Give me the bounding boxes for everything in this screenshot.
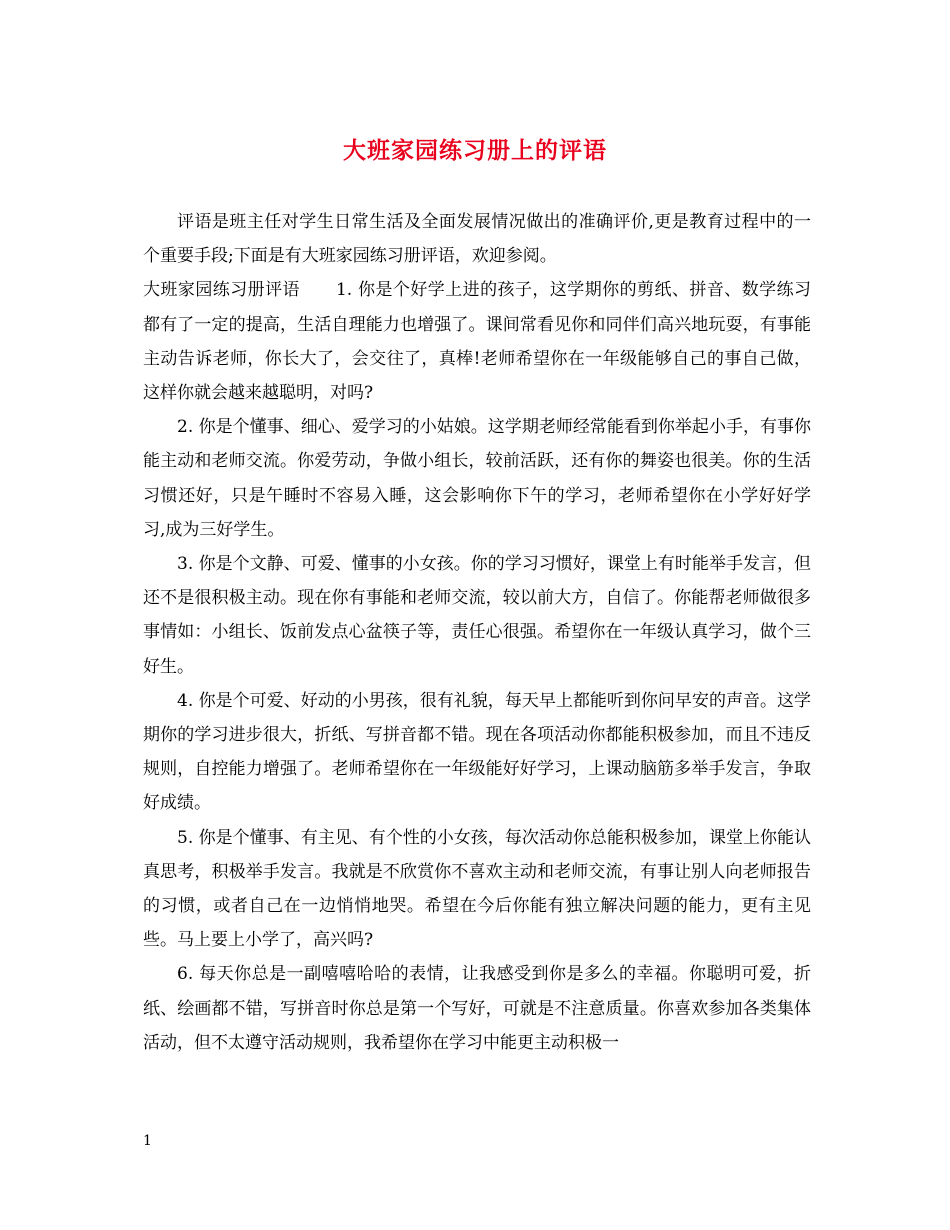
comment-paragraph-6: 6. 每天你总是一副嘻嘻哈哈的表情，让我感受到你是多么的幸福。你聪明可爱，折纸、绘画都不错，写拼音时你总是第一个写好，可就是不注意质量。你喜欢参加各类集体活动，但不太遵守活动规则，我希望你在学习中能更主动积极一 xyxy=(143,964,811,1053)
comment-paragraph-4: 4. 你是个可爱、好动的小男孩，很有礼貌，每天早上都能听到你问早安的声音。这学期你的学习进步很大，折纸、写拼音都不错。现在各项活动你都能积极参加，而且不违反规则，自控能力增强了。老师希望你在一年级能好好学习，上课动脑筋多举手发言，争取好成绩。 xyxy=(143,690,811,814)
comment-paragraph-3: 3. 你是个文静、可爱、懂事的小女孩。你的学习习惯好，课堂上有时能举手发言，但还不是很积极主动。现在你有事能和老师交流，较以前大方，自信了。你能帮老师做很多事情如：小组长、饭前发点心盆筷子等，责任心很强。希望你在一年级认真学习，做个三好生。 xyxy=(143,554,811,677)
intro-paragraph: 评语是班主任对学生日常生活及全面发展情况做出的准确评价,更是教育过程中的一个重要手段;下面是有大班家园练习册评语，欢迎参阅。 xyxy=(143,212,811,267)
document-title: 大班家园练习册上的评语 xyxy=(343,137,607,164)
comment-paragraph-1 xyxy=(143,273,811,410)
comment-paragraph-5: 5. 你是个懂事、有主见、有个性的小女孩，每次活动你总能积极参加，课堂上你能认真思考，积极举手发言。我就是不欣赏你不喜欢主动和老师交流，有事让别人向老师报告的习惯，或者自己在一边悄悄地哭。希望在今后你能有独立解决问题的能力，更有主见些。马上要上小学了，高兴吗? xyxy=(143,827,811,951)
comment-paragraph-2: 2. 你是个懂事、细心、爱学习的小姑娘。这学期老师经常能看到你举起小手，有事你能主动和老师交流。你爱劳动，争做小组长，较前活跃，还有你的舞姿也很美。你的生活习惯还好，只是午睡时不容易入睡，这会影响你下午的学习，老师希望你在小学好好学习,成为三好学生。 xyxy=(143,417,811,540)
section-label: 大班家园练习册评语 xyxy=(143,280,300,301)
page-number: 1 xyxy=(143,1133,152,1149)
document-body xyxy=(143,205,811,1060)
comment-text-1: 1. 你是个好学上进的孩子，这学期你的剪纸、拼音、数学练习都有了一定的提高，生活自理能力也增强了。课间常看见你和同伴们高兴地玩耍，有事能主动告诉老师，你长大了，会交往了，真棒!老师希望你在一年级能够自己的事自己做，这样你就会越来越聪明，对吗? xyxy=(143,280,812,404)
